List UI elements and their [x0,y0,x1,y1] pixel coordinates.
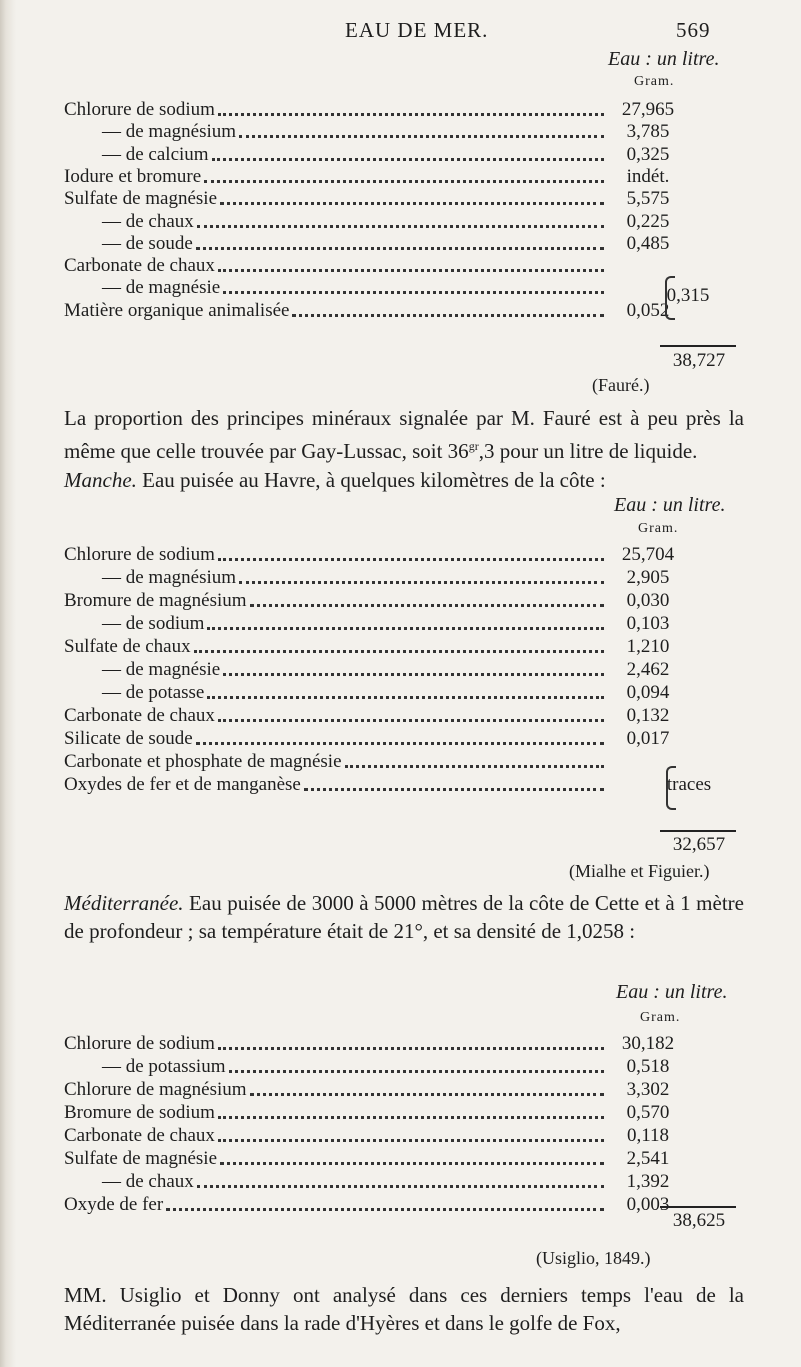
paragraph-mediterranee-text: Eau puisée de 3000 à 5000 mètres de la côte de Cette et à 1 mètre de profondeur ; sa température était de 21°, et sa densité de 1,0258 : [64,891,744,943]
paragraph-manche-heading: Manche. [64,468,137,492]
leader-dots [229,1066,605,1073]
leader-dots [304,784,604,791]
table3-sum-line [660,1206,736,1208]
row-label: Sulfate de magnésie [64,1148,218,1169]
row-label: — de potasse [102,682,205,703]
row-value: 0,103 [626,613,670,634]
table1-sum-line [660,345,736,347]
row-value: 0,030 [626,590,670,611]
paragraph-proportion-end: ,3 pour un litre de liquide. [478,439,698,463]
table2-unit-sub: Gram. [638,521,679,536]
leader-dots [207,623,604,630]
leader-dots [223,287,604,294]
leader-dots [204,176,604,183]
row-value: 1,210 [626,636,670,657]
row-label: — de chaux [102,1171,194,1192]
row-label: — de magnésie [102,277,221,299]
row-value: 3,302 [626,1079,670,1100]
row-label: Chlorure de magnésium [64,1079,247,1100]
table-row [64,1125,688,1147]
row-label: Chlorure de sodium [64,99,215,120]
table-row [64,1148,688,1170]
row-label: Silicate de soude [64,728,193,749]
table3-total: 38,625 [672,1210,726,1231]
row-label: — de calcium [102,143,209,165]
leader-dots [218,554,604,561]
leader-dots [196,243,604,250]
row-value: 3,785 [626,121,670,143]
row-label: Oxyde de fer [64,1194,164,1215]
row-label: — de magnésium [102,567,237,588]
row-value: indét. [626,165,670,187]
paragraph-manche [64,466,744,494]
leader-dots [218,1112,604,1119]
table-row [64,682,688,704]
table-row [64,613,688,635]
paragraph-proportion-text: La proportion des principes minéraux signalée par M. Fauré est à peu près la même que celle trouvée par Gay-Lussac, soit 36 [64,406,744,463]
leader-dots [223,669,604,676]
row-value: 0,132 [626,705,670,726]
row-value: 2,462 [626,659,670,680]
table-row [64,1171,688,1193]
row-label: Chlorure de sodium [64,1033,215,1054]
leader-dots [220,198,604,205]
leader-dots [194,646,604,653]
row-label: — de potassium [102,1056,226,1077]
page-margin-shadow [0,0,16,1367]
row-label: Bromure de magnésium [64,590,247,611]
table-row [64,705,688,727]
table-row [64,659,688,681]
paragraph-manche-text: Eau puisée au Havre, à quelques kilomètres de la côte : [136,468,606,492]
row-label: Sulfate de magnésie [64,188,218,210]
table2-source: (Mialhe et Figuier.) [569,861,710,881]
leader-dots [345,761,604,768]
table-row [64,144,688,166]
table-row [64,121,688,143]
leader-dots [197,221,604,228]
row-value: 0,118 [626,1125,670,1146]
row-label: Sulfate de chaux [64,636,191,657]
table3-source: (Usiglio, 1849.) [536,1248,651,1268]
leader-dots [166,1204,604,1211]
row-value: 0,094 [626,682,670,703]
table-row [64,1033,688,1055]
leader-dots [239,131,604,138]
table-row [64,300,688,322]
paragraph-proportion [64,404,744,465]
table2-sum-line [660,830,736,832]
table-row [64,567,688,589]
leader-dots [239,577,604,584]
leader-dots [250,600,604,607]
table-row [64,728,688,750]
table2-total: 32,657 [672,834,726,855]
row-value: 30,182 [621,1033,675,1054]
row-value: 2,905 [626,567,670,588]
row-label: — de sodium [102,613,205,634]
row-label: Carbonate de chaux [64,255,215,277]
leader-dots [292,310,604,317]
table-row [64,590,688,612]
leader-dots [212,154,604,161]
table-row [64,1194,688,1216]
row-label: Matière organique animalisée [64,299,290,321]
leader-dots [196,738,604,745]
row-label: Oxydes de fer et de manganèse [64,774,301,795]
table-row [64,188,688,210]
table-row [64,751,688,773]
row-label: — de magnésie [102,659,221,680]
table-row [64,774,688,796]
row-label: — de soude [102,232,193,254]
row-value: 2,541 [626,1148,670,1169]
table-row [64,1102,688,1124]
table1-total: 38,727 [672,350,726,371]
row-label: Chlorure de sodium [64,544,215,565]
row-label: Carbonate de chaux [64,705,215,726]
paragraph-mediterranee [64,889,744,945]
row-value: 0,225 [626,210,670,232]
leader-dots [207,692,604,699]
table2-brace-value: traces [666,774,712,795]
row-value: 0,570 [626,1102,670,1123]
leader-dots [218,109,604,116]
table-row [64,99,688,121]
row-label: — de chaux [102,210,194,232]
leader-dots [197,1181,604,1188]
table-row [64,255,688,277]
page-number: 569 [676,18,711,42]
row-value: 0,325 [626,143,670,165]
table-row [64,233,688,255]
paragraph-usiglio: MM. Usiglio et Donny ont analysé dans ces derniers temps l'eau de la Méditerranée puisée dans la rade d'Hyères et dans le golfe de Fox, [64,1283,744,1335]
table1-brace-value: 0,315 [666,285,710,306]
row-label: Carbonate de chaux [64,1125,215,1146]
row-value: 0,017 [626,728,670,749]
leader-dots [220,1158,604,1165]
table-row [64,166,688,188]
row-value: 25,704 [621,544,675,565]
row-value: 0,485 [626,232,670,254]
row-value: 0,052 [626,299,670,321]
table1-source: (Fauré.) [592,375,650,395]
table-row [64,1079,688,1101]
row-label: Carbonate et phosphate de magnésie [64,751,342,772]
leader-dots [218,265,604,272]
table3-unit-sub: Gram. [640,1010,681,1025]
table-row [64,277,688,299]
table1-unit-header: Eau : un litre. [608,48,720,70]
row-value: 0,518 [626,1056,670,1077]
row-value: 5,575 [626,188,670,210]
table-row [64,544,688,566]
table1-unit-sub: Gram. [634,74,675,89]
table3-unit-header: Eau : un litre. [616,981,728,1003]
leader-dots [250,1089,604,1096]
leader-dots [218,1043,604,1050]
row-value: 0,003 [626,1194,670,1215]
row-label: Iodure et bromure [64,165,202,187]
row-label: — de magnésium [102,121,237,143]
table-row [64,1056,688,1078]
table-row [64,636,688,658]
paragraph-mediterranee-heading: Méditerranée. [64,891,184,915]
row-label: Bromure de sodium [64,1102,215,1123]
leader-dots [218,1135,604,1142]
table2-unit-header: Eau : un litre. [614,494,726,516]
leader-dots [218,715,604,722]
running-header-title: EAU DE MER. [345,18,489,42]
row-value: 27,965 [621,99,675,120]
table-row [64,211,688,233]
row-value: 1,392 [626,1171,670,1192]
gram-superscript: gr [468,439,479,453]
